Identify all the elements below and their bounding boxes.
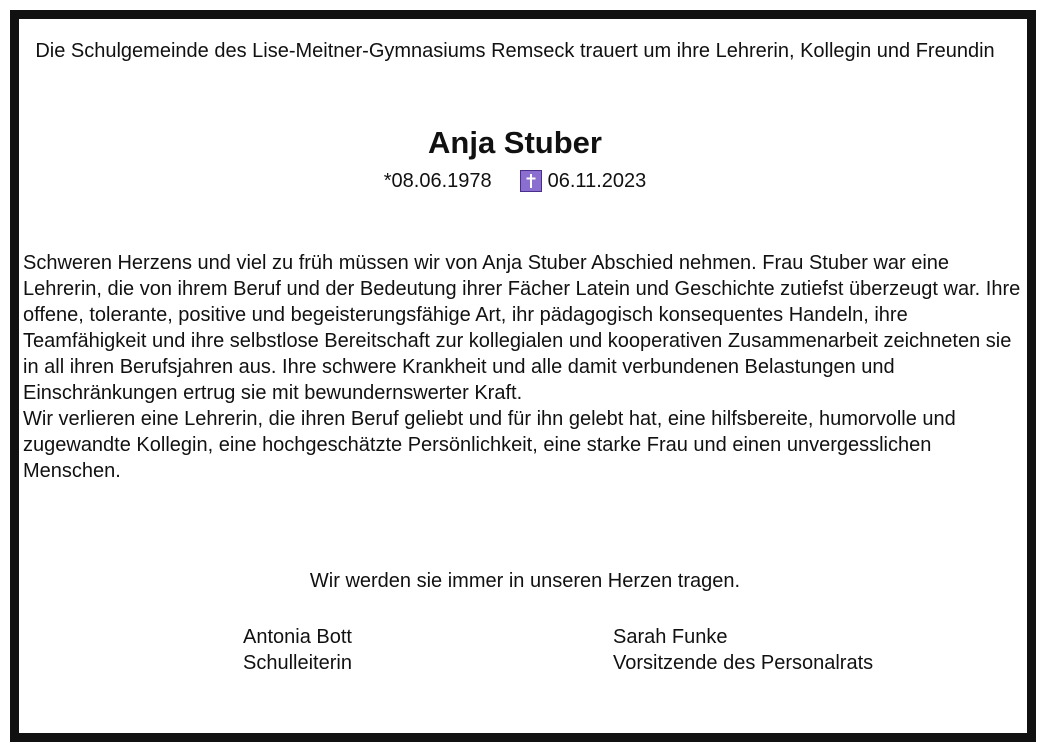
intro-text: Die Schulgemeinde des Lise-Meitner-Gymnasiums Remseck trauert um ihre Lehrerin, Kollegin und Freundin — [35, 40, 995, 62]
signatory-role: Vorsitzende des Personalrats — [613, 652, 874, 674]
body-paragraph-2: Wir verlieren eine Lehrerin, die ihren Beruf geliebt und für ihn gelebt hat, eine hilfsbereite, humorvolle und zugewandte Kollegin, eine hochgeschätzte Persönlichkeit, eine starke Frau und einen unvergesslichen Menschen. — [23, 408, 956, 482]
signatory-name: Antonia Bott — [243, 626, 352, 648]
body-paragraph-1: Schweren Herzens und viel zu früh müssen wir von Anja Stuber Abschied nehmen. Frau Stuber war eine Lehrerin, die von ihrem Beruf und der Bedeutung ihrer Fächer Latein und Geschichte zutiefst überzeugt war. Ihre offene, tolerante, positive und begeisterungsfähige Art, ihr pädagogisch konsequentes Handeln, ihre Teamfähigkeit und ihre selbstlose Bereitschaft zur kollegialen und kooperativen Zusammenarbeit zeichneten sie in all ihren Berufsjahren aus. Ihre schwere Krankheit und alle damit verbundenen Belastungen und Einschränkungen ertrug sie mit bewundernswerter Kraft. — [23, 252, 1021, 404]
life-dates — [30, 168, 1000, 194]
signatory-right — [613, 624, 873, 676]
deceased-name: Anja Stuber — [428, 125, 602, 160]
death-date: 06.11.2023 — [547, 170, 647, 192]
closing-line: Wir werden sie immer in unseren Herzen tragen. — [309, 570, 741, 592]
signatory-left — [243, 624, 352, 676]
signatory-role: Schulleiterin — [243, 652, 352, 674]
signatory-name: Sarah Funke — [613, 626, 728, 648]
birth-date: *08.06.1978 — [383, 170, 492, 192]
obituary-body — [23, 250, 1023, 484]
cross-icon — [520, 170, 542, 192]
